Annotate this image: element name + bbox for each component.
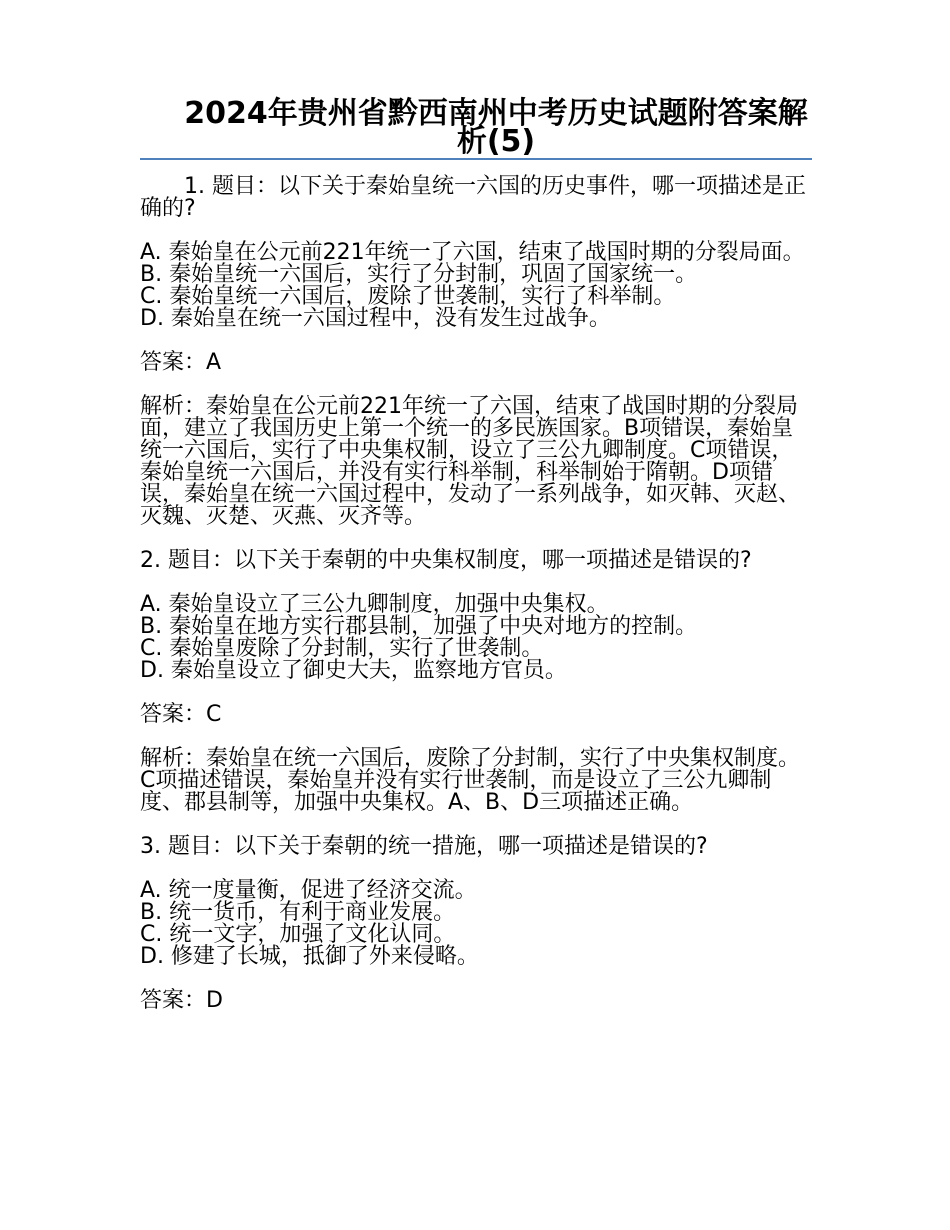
- option-b: B. 秦始皇统一六国后，实行了分封制，巩固了国家统一。: [140, 262, 698, 287]
- analysis: 解析：秦始皇在统一六国后，废除了分封制，实行了中央集权制度。C项描述错误，秦始皇并没有实行世袭制，而是设立了三公九卿制度、郡县制等，加强中央集权。A、B、D三项描述正确。: [140, 746, 801, 815]
- option-b: B. 秦始皇在地方实行郡县制，加强了中央对地方的控制。: [140, 614, 698, 639]
- option-c: C. 秦始皇统一六国后，废除了世袭制，实行了科举制。: [140, 284, 676, 309]
- question-3: [140, 836, 812, 1012]
- question-1: [140, 176, 812, 550]
- option-a: A. 秦始皇设立了三公九卿制度，加强中央集权。: [140, 592, 609, 617]
- answer: 答案：C: [140, 702, 222, 727]
- option-a: A. 秦始皇在公元前221年统一了六国，结束了战国时期的分裂局面。: [140, 240, 805, 265]
- option-b: B. 统一货币，有利于商业发展。: [140, 900, 456, 925]
- analysis: 解析：秦始皇在公元前221年统一了六国，结束了战国时期的分裂局面，建立了我国历史上第一个统一的多民族国家。B项错误，秦始皇统一六国后，实行了中央集权制，设立了三公九卿制度。C项错误，秦始皇统一六国后，并没有实行科举制，科举制始于隋朝。D项错误，秦始皇在统一六国过程中，发动了一系列战争，如灭韩、灭赵、灭魏、灭楚、灭燕、灭齐等。: [140, 394, 801, 529]
- question-2: [140, 550, 812, 836]
- document-page: [140, 96, 812, 1013]
- option-d: D. 修建了长城，抵御了外来侵略。: [140, 944, 479, 969]
- option-c: C. 统一文字，加强了文化认同。: [140, 922, 456, 947]
- document-title: 2024年贵州省黔西南州中考历史试题附答案解析(5): [184, 96, 808, 159]
- option-d: D. 秦始皇在统一六国过程中，没有发生过战争。: [140, 306, 611, 331]
- answer: 答案：A: [140, 350, 222, 375]
- option-d: D. 秦始皇设立了御史大夫，监察地方官员。: [140, 658, 567, 683]
- question-stem: 3. 题目：以下关于秦朝的统一措施，哪一项描述是错误的?: [140, 834, 708, 859]
- answer: 答案：D: [140, 988, 223, 1013]
- question-stem: 1. 题目：以下关于秦始皇统一六国的历史事件，哪一项描述是正确的?: [140, 174, 806, 221]
- option-a: A. 统一度量衡，促进了经济交流。: [140, 878, 477, 903]
- question-stem: 2. 题目：以下关于秦朝的中央集权制度，哪一项描述是错误的?: [140, 548, 752, 573]
- option-c: C. 秦始皇废除了分封制，实行了世袭制。: [140, 636, 544, 661]
